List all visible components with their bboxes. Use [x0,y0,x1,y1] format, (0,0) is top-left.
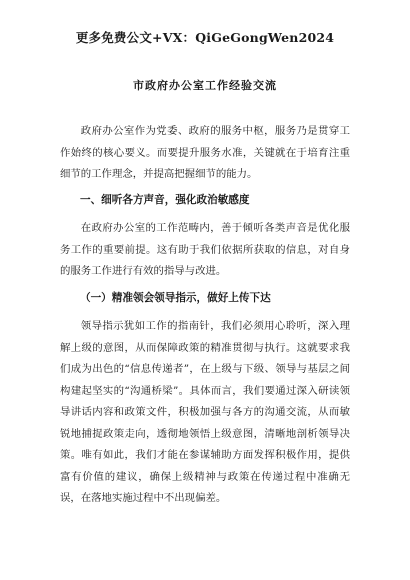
section-heading-1: 一、细听各方声音，强化政治敏感度 [80,194,250,206]
document-title: 市政府办公室工作经验交流 [133,79,277,92]
promo-banner: 更多免费公文+VX：QiGeGongWen2024 [75,30,335,45]
intro-paragraph: 政府办公室作为党委、政府的服务中枢，服务乃是贯穿工作始终的核心要义。而要提升服务水准，关键就在于培育注重细节的工作理念，并提高把握细节的能力。 [60,125,350,180]
section-paragraph-1: 在政府办公室的工作范畴内，善于倾听各类声音是优化服务工作的重要前提。这有助于我们依据所获取的信息，对自身的服务工作进行有效的指导与改进。 [60,222,350,277]
subsection-paragraph-1: 领导指示犹如工作的指南针，我们必须用心聆听，深入理解上级的意图，从而保障政策的精准贯彻与执行。这就要求我们成为出色的“信息传递者”，在上级与下级、领导与基层之间构建起坚实的“沟通桥梁”。具体而言，我们要通过深入研读领导讲话内容和政策文件，积极加强与各方的沟通交流，从而敏锐地捕捉政策走向，透彻地领悟上级意图，清晰地剖析领导决策。唯有如此，我们才能在参谋辅助方面发挥积极作用，提供富有价值的建议，确保上级精神与政策在传递过程中准确无误，在落地实施过程中不出现偏差。 [60,320,350,504]
subsection-heading-1: （一）精准领会领导指示，做好上传下达 [80,292,271,304]
